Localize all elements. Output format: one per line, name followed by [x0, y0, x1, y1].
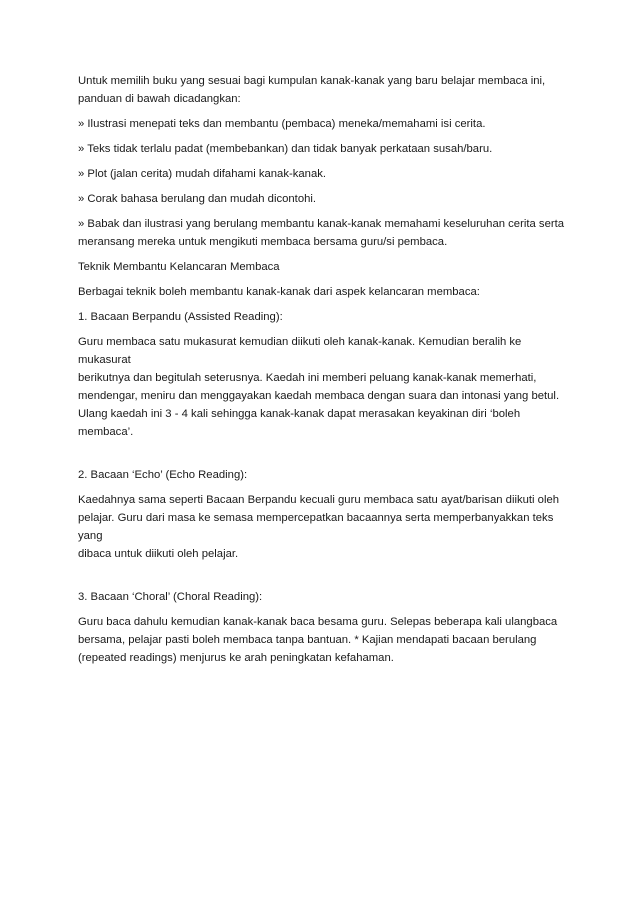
bullet-repeated-scenes: » Babak dan ilustrasi yang berulang membantu kanak-kanak memahami keseluruhan cerita serta meransang mereka untuk mengikuti membaca bersama guru/si pembaca.	[78, 218, 565, 248]
bullet-language-pattern: » Corak bahasa berulang dan mudah dicontohi.	[78, 193, 317, 205]
intro-paragraph: Untuk memilih buku yang sesuai bagi kumpulan kanak-kanak yang baru belajar membaca ini, panduan di bawah dicadangkan:	[78, 75, 546, 105]
technique-3-body: Guru baca dahulu kemudian kanak-kanak baca besama guru. Selepas beberapa kali ulangbaca bersama, pelajar pasti boleh membaca tanpa bantuan. * Kajian mendapati bacaan berulang (repeated readings) menjurus ke arah peningkatan kefahaman.	[78, 616, 558, 664]
technique-2-body: Kaedahnya sama seperti Bacaan Berpandu kecuali guru membaca satu ayat/barisan diikuti oleh pelajar. Guru dari masa ke semasa mempercepatkan bacaannya serta memperbanyakkan teks yang dibaca untuk diikuti oleh pelajar.	[78, 494, 560, 560]
fluency-intro: Berbagai teknik boleh membantu kanak-kanak dari aspek kelancaran membaca:	[78, 286, 480, 298]
bullet-text-density: » Teks tidak terlalu padat (membebankan) dan tidak banyak perkataan susah/baru.	[78, 143, 493, 155]
technique-2-heading: 2. Bacaan ‘Echo’ (Echo Reading):	[78, 469, 248, 481]
technique-1-body: Guru membaca satu mukasurat kemudian diikuti oleh kanak-kanak. Kemudian beralih ke mukasurat berikutnya dan begitulah seterusnya. Kaedah ini memberi peluang kanak-kanak memerhati, mendengar, meniru dan menggayakan kaedah membaca dengan suara dan intonasi yang betul. Ulang kaedah ini 3 - 4 kali sehingga kanak-kanak dapat merasakan keyakinan diri ‘boleh membaca’.	[78, 336, 560, 438]
document-page	[78, 72, 568, 674]
technique-1-heading: 1. Bacaan Berpandu (Assisted Reading):	[78, 311, 283, 323]
bullet-plot: » Plot (jalan cerita) mudah difahami kanak-kanak.	[78, 168, 327, 180]
bullet-illustration: » Ilustrasi menepati teks dan membantu (pembaca) meneka/memahami isi cerita.	[78, 118, 486, 130]
section-heading-fluency: Teknik Membantu Kelancaran Membaca	[78, 261, 280, 273]
technique-3-heading: 3. Bacaan ‘Choral’ (Choral Reading):	[78, 591, 263, 603]
